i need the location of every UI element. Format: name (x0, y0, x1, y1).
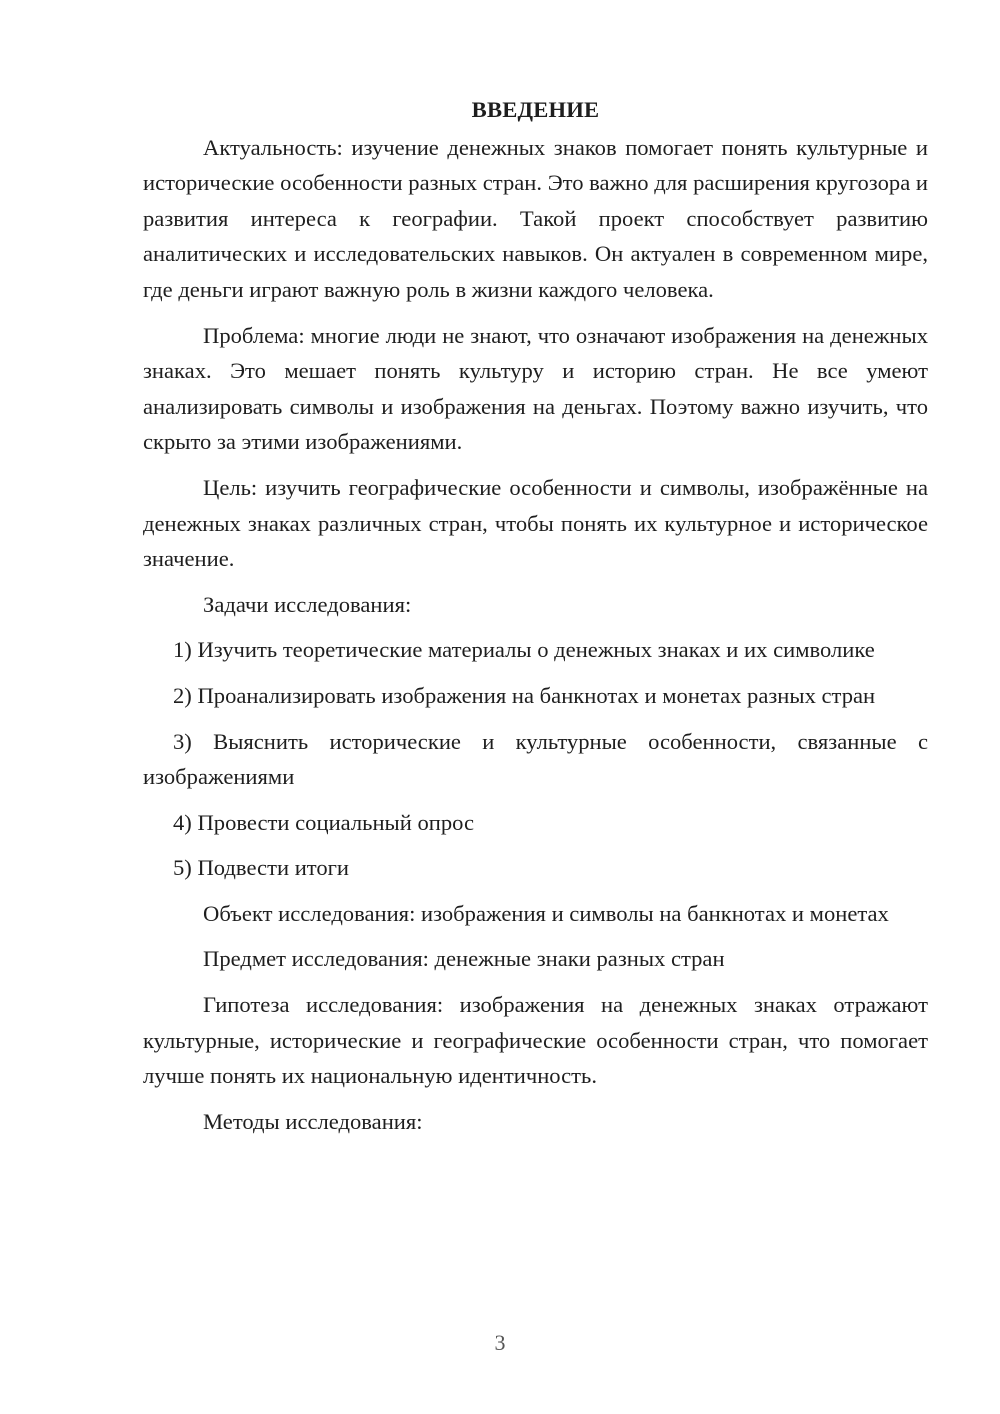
goal-paragraph: Цель: изучить географические особенности и символы, изображённые на денежных знаках различных стран, чтобы понять их культурное и историческое значение. (143, 474, 928, 572)
task-item: 2) Проанализировать изображения на банкнотах и монетах разных стран (173, 682, 876, 708)
object-paragraph: Объект исследования: изображения и символы на банкнотах и монетах (203, 900, 889, 926)
tasks-heading: Задачи исследования: (203, 591, 412, 617)
problem-paragraph: Проблема: многие люди не знают, что означают изображения на денежных знаках. Это мешает понять культуру и историю стран. Не все умеют анализировать символы и изображения на деньгах. Поэтому важно изучить, что скрыто за этими изображениями. (143, 322, 928, 455)
task-item: 5) Подвести итоги (173, 855, 350, 881)
task-item: 4) Провести социальный опрос (173, 809, 475, 835)
relevance-paragraph: Актуальность: изучение денежных знаков помогает понять культурные и исторические особенности разных стран. Это важно для расширения кругозора и развития интереса к географии. Такой проект способствует развитию аналитических и исследовательских навыков. Он актуален в современном мире, где деньги играют важную роль в жизни каждого человека. (143, 134, 928, 302)
page-number: 3 (494, 1330, 506, 1355)
hypothesis-paragraph: Гипотеза исследования: изображения на денежных знаках отражают культурные, исторические и географические особенности стран, что помогает лучше понять их национальную идентичность. (143, 992, 928, 1089)
task-item: 1) Изучить теоретические материалы о денежных знаках и их символике (173, 637, 875, 663)
methods-heading: Методы исследования: (203, 1108, 423, 1134)
subject-paragraph: Предмет исследования: денежные знаки разных стран (203, 946, 725, 972)
document-page (143, 92, 928, 1149)
section-title: ВВЕДЕНИЕ (471, 97, 600, 122)
task-item: 3) Выяснить исторические и культурные особенности, связанные с изображениями (143, 728, 928, 790)
